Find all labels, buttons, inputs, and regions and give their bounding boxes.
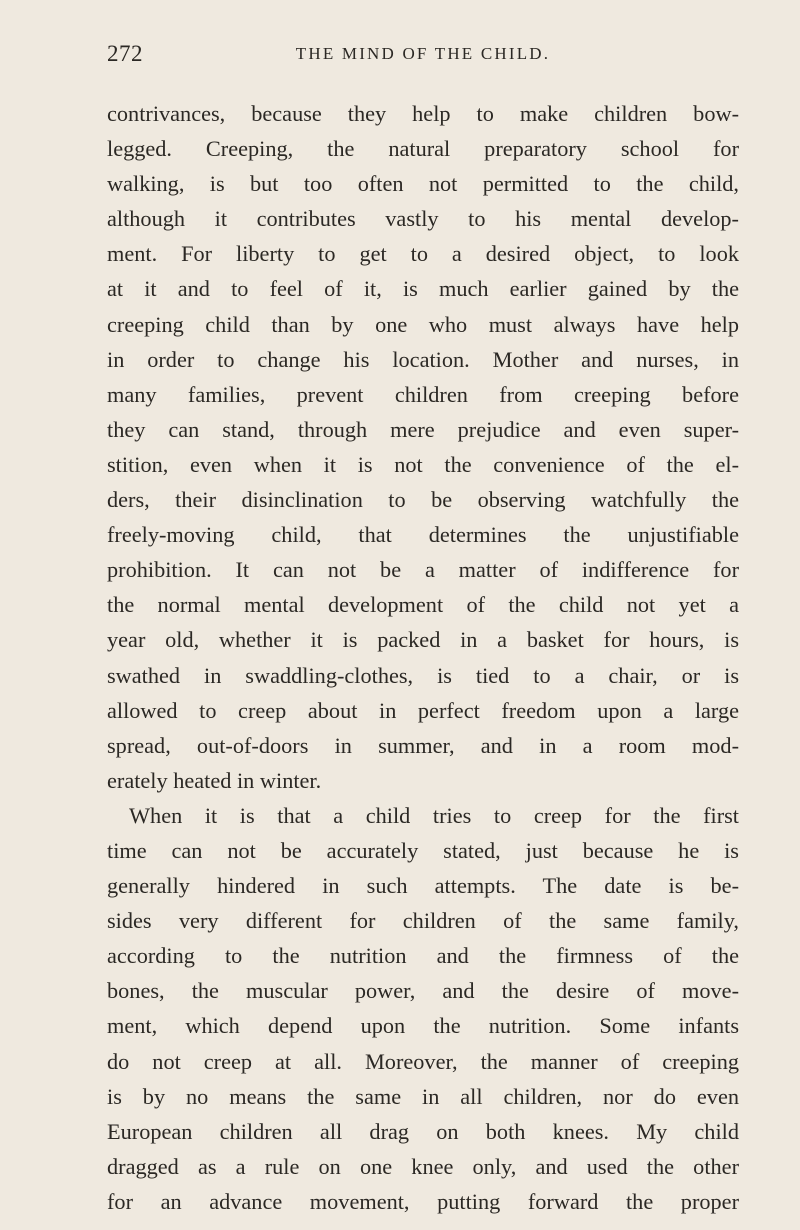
text-line: European children all drag on both knees. My child	[107, 1118, 739, 1144]
text-line: is by no means the same in all children, nor do even	[107, 1083, 739, 1109]
text-line: walking, is but too often not permitted to the child,	[107, 171, 739, 197]
text-line: for an advance movement, putting forward the proper	[107, 1188, 739, 1214]
text-line: the normal mental development of the child not yet a	[107, 592, 739, 618]
text-line: freely-moving child, that determines the unjustifiable	[107, 522, 739, 548]
text-line: they can stand, through mere prejudice and even super-	[107, 416, 739, 442]
text-line: creeping child than by one who must always have help	[107, 311, 739, 337]
text-line: ment. For liberty to get to a desired object, to look	[107, 241, 739, 267]
text-line: legged. Creeping, the natural preparatory school for	[107, 136, 739, 162]
text-line: sides very different for children of the same family,	[107, 908, 739, 934]
text-line: dragged as a rule on one knee only, and used the other	[107, 1153, 739, 1179]
page-number: 272	[107, 41, 143, 66]
text-line: generally hindered in such attempts. The date is be-	[107, 873, 739, 899]
text-line: in order to change his location. Mother and nurses, in	[107, 346, 739, 372]
text-line: according to the nutrition and the firmness of the	[107, 943, 739, 969]
paragraph-start-line: When it is that a child tries to creep for the first	[129, 802, 739, 828]
text-line: at it and to feel of it, is much earlier gained by the	[107, 276, 739, 302]
text-line: allowed to creep about in perfect freedom upon a large	[107, 697, 739, 723]
text-line: stition, even when it is not the convenience of the el-	[107, 451, 739, 477]
text-line: many families, prevent children from creeping before	[107, 381, 739, 407]
body-text	[107, 96, 739, 1219]
text-line: spread, out-of-doors in summer, and in a room mod-	[107, 732, 739, 758]
running-head	[107, 41, 739, 71]
text-line: do not creep at all. Moreover, the manner of creeping	[107, 1048, 739, 1074]
text-line: ment, which depend upon the nutrition. Some infants	[107, 1013, 739, 1039]
text-line: swathed in swaddling-clothes, is tied to a chair, or is	[107, 662, 739, 688]
running-title: THE MIND OF THE CHILD.	[295, 44, 551, 63]
text-line: contrivances, because they help to make children bow-	[107, 101, 739, 126]
text-line: year old, whether it is packed in a basket for hours, is	[107, 627, 739, 653]
text-line: although it contributes vastly to his mental develop-	[107, 206, 739, 232]
text-line: bones, the muscular power, and the desire of move-	[107, 978, 739, 1004]
text-line: ders, their disinclination to be observing watchfully the	[107, 487, 739, 513]
text-line: prohibition. It can not be a matter of indifference for	[107, 557, 739, 583]
paragraph-end-line: erately heated in winter.	[107, 767, 322, 793]
text-line: time can not be accurately stated, just because he is	[107, 837, 739, 863]
